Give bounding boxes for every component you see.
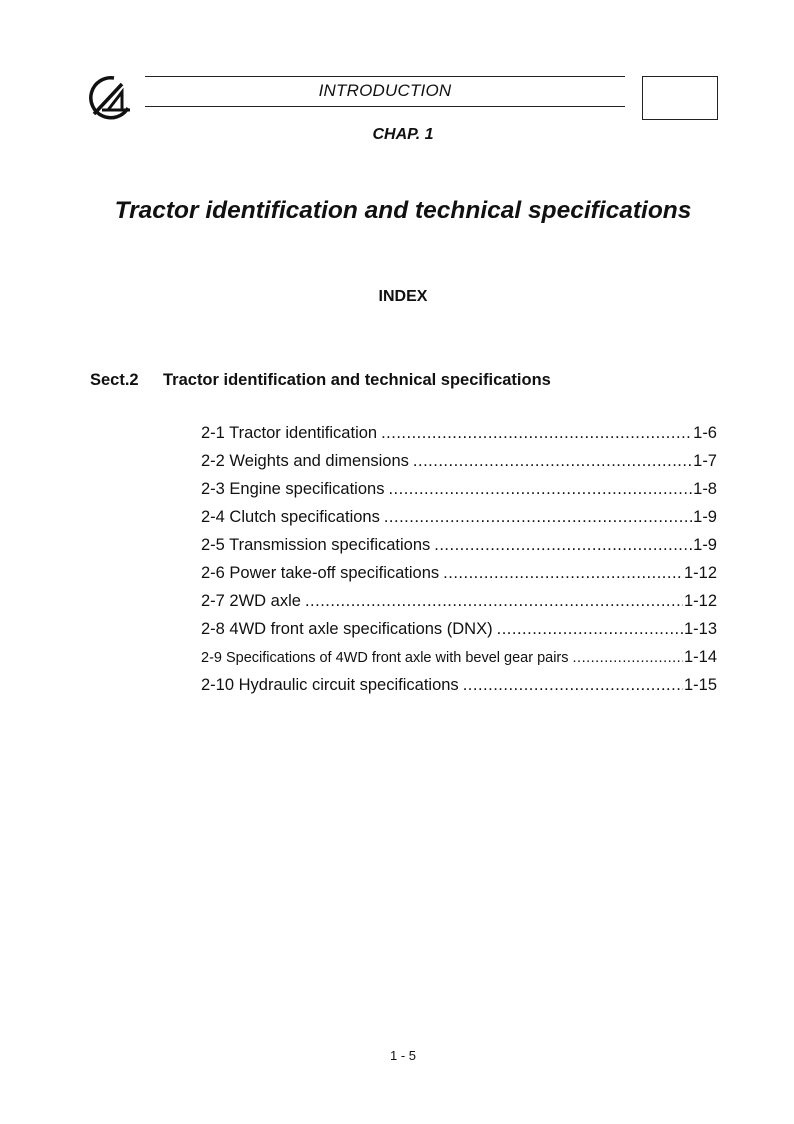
toc-entry-label: 2-3 Engine specifications	[201, 480, 385, 498]
toc-entry-page: 1-14	[683, 648, 717, 666]
toc-entry-label: 2-2 Weights and dimensions	[201, 452, 409, 470]
toc-leader-dots	[305, 592, 683, 611]
toc-entry-page: 1-9	[693, 508, 717, 526]
toc-entry[interactable]	[201, 592, 717, 620]
toc-entry[interactable]	[201, 564, 717, 592]
toc-entry[interactable]	[201, 480, 717, 508]
toc-entry-page: 1-8	[693, 480, 717, 498]
header-bottom-rule	[145, 106, 625, 107]
toc-leader-dots	[463, 676, 683, 695]
toc-entry-label: 2-6 Power take-off specifications	[201, 564, 440, 582]
header-box	[642, 76, 718, 120]
toc-entry-page: 1-9	[693, 536, 717, 554]
toc-leader-dots	[573, 650, 683, 666]
toc-entry[interactable]	[201, 452, 717, 480]
toc-entry-page: 1-12	[683, 564, 717, 582]
toc-entry-page: 1-7	[693, 452, 717, 470]
toc-leader-dots	[497, 620, 683, 639]
page-title: Tractor identification and technical specifications	[114, 197, 692, 224]
toc-leader-dots	[388, 480, 692, 499]
toc-entry-page: 1-12	[683, 592, 717, 610]
toc-entry[interactable]	[201, 648, 717, 676]
section-heading	[90, 371, 551, 390]
header-title: INTRODUCTION	[318, 81, 452, 100]
table-of-contents	[201, 424, 717, 704]
toc-entry-page: 1-6	[693, 424, 717, 442]
toc-entry-label: 2-8 4WD front axle specifications (DNX)	[201, 620, 493, 638]
toc-entry-label: 2-4 Clutch specifications	[201, 508, 380, 526]
toc-leader-dots	[413, 452, 692, 471]
header-top-rule	[145, 76, 625, 77]
chapter-label: CHAP. 1	[372, 126, 434, 143]
toc-leader-dots	[443, 564, 683, 583]
toc-entry[interactable]	[201, 620, 717, 648]
toc-leader-dots	[384, 508, 692, 527]
toc-entry-label: 2-7 2WD axle	[201, 592, 301, 610]
toc-entry-label: 2-1 Tractor identification	[201, 424, 378, 442]
index-heading: INDEX	[378, 288, 428, 305]
toc-entry[interactable]	[201, 424, 717, 452]
page-number: 1 - 5	[389, 1048, 416, 1063]
toc-entry-label: 2-9 Specifications of 4WD front axle with bevel gear pairs	[201, 650, 569, 666]
toc-entry[interactable]	[201, 676, 717, 704]
toc-entry-label: 2-5 Transmission specifications	[201, 536, 431, 554]
section-title: Tractor identification and technical specifications	[163, 371, 551, 389]
toc-leader-dots	[434, 536, 692, 555]
toc-entry-page: 1-15	[683, 676, 717, 694]
toc-leader-dots	[381, 424, 692, 443]
toc-entry-page: 1-13	[683, 620, 717, 638]
section-number: Sect.2	[90, 371, 139, 389]
brand-logo-icon	[84, 74, 132, 122]
toc-entry-label: 2-10 Hydraulic circuit specifications	[201, 676, 459, 694]
toc-entry[interactable]	[201, 508, 717, 536]
toc-entry[interactable]	[201, 536, 717, 564]
